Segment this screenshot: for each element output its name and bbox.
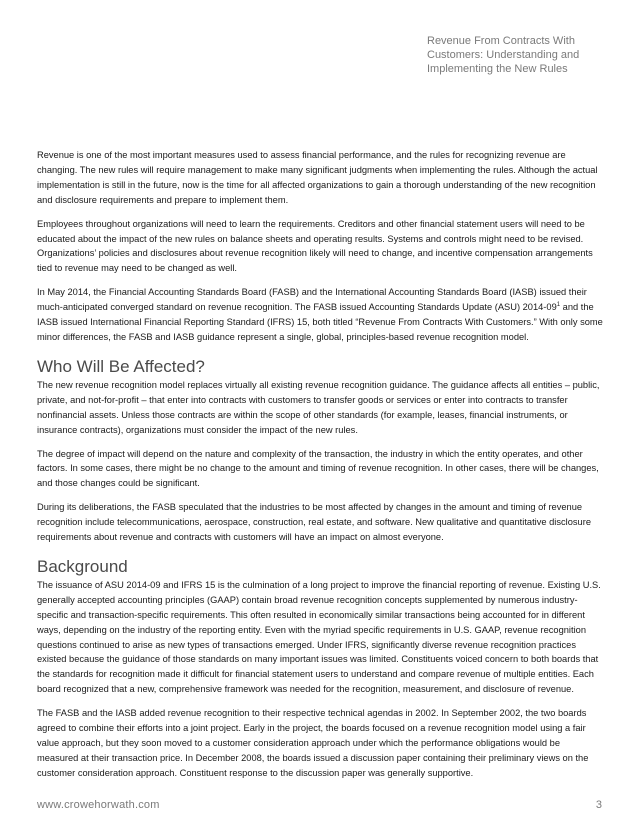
intro-paragraph-3 (37, 285, 603, 345)
page-number: 3 (595, 799, 602, 811)
intro-paragraph-2: Employees throughout organizations will need to learn the requirements. Creditors and other financial statement users will need to be educated about the impact of the new rules on balance sheets and operating results. Systems and controls might need to be revised. Organizations’ policies and disclosures about revenue recognition likely will need to change, and incentive compensation arrangements tied to revenue may need to be changed as well. (37, 218, 593, 274)
footer-website-link[interactable]: www.crowehorwath.com (37, 799, 160, 811)
intro-paragraph-1: Revenue is one of the most important measures used to assess financial performance, and the rules for recognizing revenue are changing. The new rules will require management to make many significant judgments when implementing the rules. Although the actual implementation is still in the future, now is the time for all affected organizations to gain a thorough understanding of the new recognition and disclosure requirements and prepare to implement them. (37, 150, 598, 205)
intro-paragraph-3-text-b: and the IASB issued International Financial Reporting Standard (IFRS) 15, both titled “Revenue From Contracts With Customers.” With only some minor differences, the FASB and IASB guidance represent a single, global, principles-based revenue recognition model. (37, 302, 603, 342)
background-paragraph-1: The issuance of ASU 2014-09 and IFRS 15 is the culmination of a long project to improve the financial reporting of revenue. Existing U.S. generally accepted accounting principles (GAAP) contain broad revenue recognition concepts supplemented by numerous industry-specific and transaction-specific requirements. This often resulted in economically similar transactions being accounted for in different ways, depending on the industry of the reporting entity. Even with the myriad specific requirements in U.S. GAAP, revenue recognition questions continued to arise as new types of transactions emerged. Under IFRS, significantly diverse revenue recognition practices existed because the guidance of those standards on many important issues was limited. Constituents voiced concern to both boards that the standards for recognition made it difficult for financial statement users to understand and compare revenue of multiple entities. Each board recognized that a new, comprehensive framework was needed for the recognition, measurement, and disclosure of revenue. (37, 579, 601, 695)
background-paragraph-2: The FASB and the IASB added revenue recognition to their respective technical agendas in 2002. In September 2002, the two boards agreed to combine their efforts into a joint project. Early in the project, the boards focused on a revenue recognition model using a fair value approach, but they soon moved to a customer consideration approach under which the performance obligations would be measured at their transaction price. In December 2008, the boards issued a discussion paper containing their preliminary views on the customer consideration approach. Constituent response to the discussion paper was generally supportive. (37, 708, 589, 778)
document-header-title: Revenue From Contracts With Customers: Understanding and Implementing the New Rules (427, 35, 580, 75)
intro-paragraph-3-text-a: In May 2014, the Financial Accounting Standards Board (FASB) and the International Accounting Standards Board (IASB) issued their much-anticipated converged standard on revenue recognition. The FASB issued Accounting Standards Update (ASU) 2014-09 (37, 287, 587, 313)
affected-paragraph-2: The degree of impact will depend on the nature and complexity of the transaction, the industry in which the entity operates, and other factors. In some cases, there might be no change to the amount and timing of revenue recognition. In other cases, there will be changes, and those changes could be significant. (37, 448, 599, 489)
affected-paragraph-1: The new revenue recognition model replaces virtually all existing revenue recognition guidance. The guidance affects all entities – public, private, and not-for-profit – that enter into contracts with customers to transfer goods or services or enter into contracts to transfer nonfinancial assets. Unless those contracts are within the scope of other standards (for example, leases, financial instruments, or insurance contracts), organizations must consider the impact of the new rules. (37, 379, 600, 435)
section-heading-affected: Who Will Be Affected? (37, 356, 205, 376)
document-body (37, 148, 603, 790)
affected-paragraph-3: During its deliberations, the FASB speculated that the industries to be most affected by changes in the amount and timing of revenue recognition include telecommunications, aerospace, construction, real estate, and software. New qualitative and quantitative disclosure requirements about revenue and contracts with customers will have an impact on almost everyone. (37, 502, 591, 543)
section-heading-background: Background (37, 556, 128, 576)
footnote-marker: 1 (556, 302, 561, 309)
